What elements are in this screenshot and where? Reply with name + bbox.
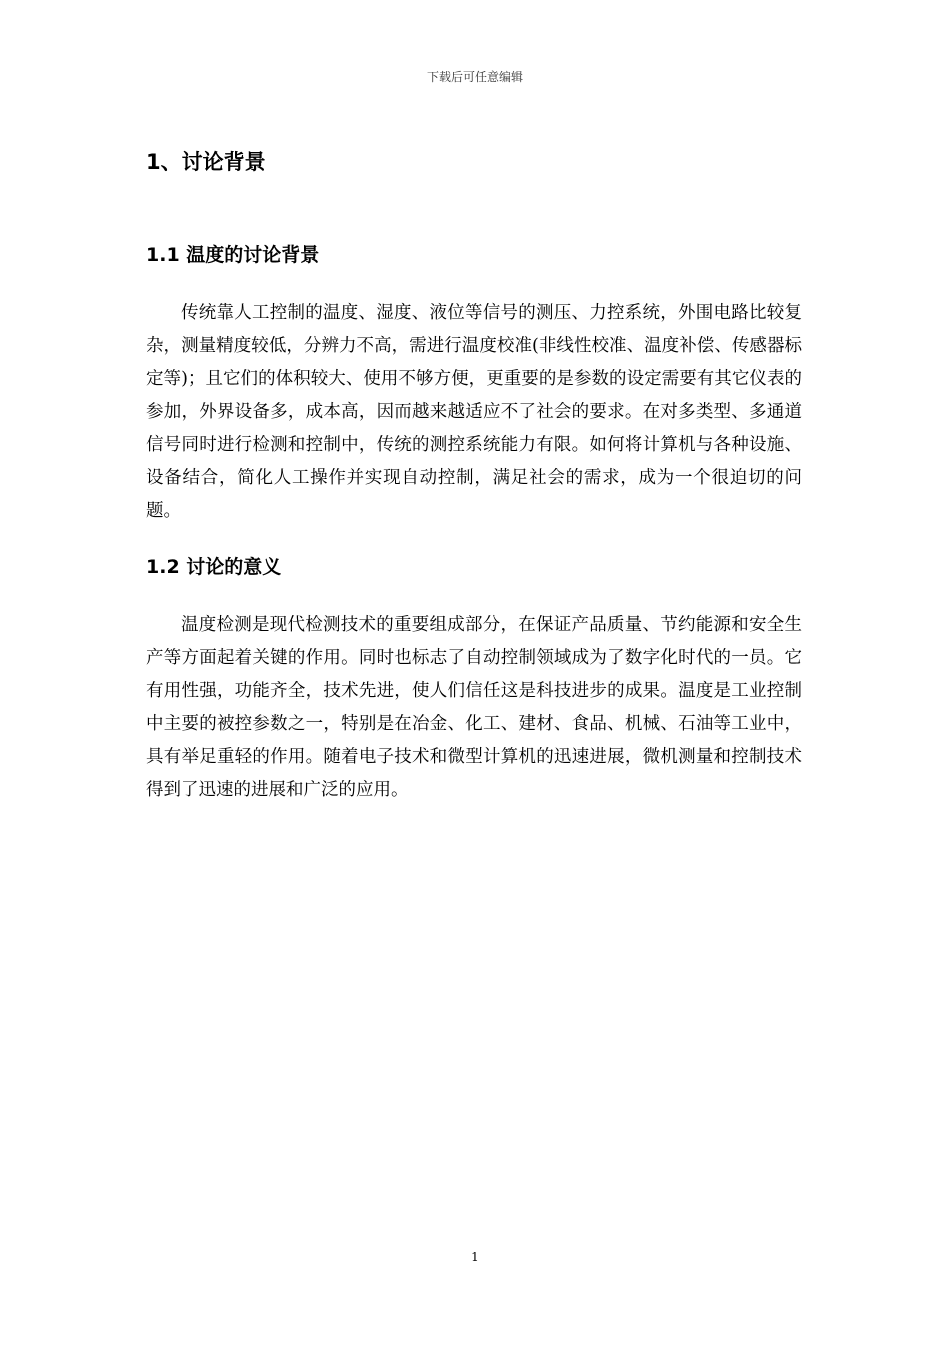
section-1-1-paragraph: 传统靠人工控制的温度、湿度、液位等信号的测压、力控系统，外围电路比较复杂，测量精度较低，分辨力不高，需进行温度校准(非线性校准、温度补偿、传感器标定等)；且它们的体积较大、使用不够方便，更重要的是参数的设定需要有其它仪表的参加，外界设备多，成本高，因而越来越适应不了社会的要求。在对多类型、多通道信号同时进行检测和控制中，传统的测控系统能力有限。如何将计算机与各种设施、设备结合，简化人工操作并实现自动控制，满足社会的需求，成为一个很迫切的问题。 — [146, 303, 802, 521]
page-number: 1 — [471, 1250, 479, 1264]
section-1-title: 1、讨论背景 — [146, 150, 266, 174]
section-1-2-title: 1.2 讨论的意义 — [146, 556, 282, 578]
header-note: 下载后可任意编辑 — [426, 70, 523, 84]
document-body — [146, 140, 802, 807]
section-1-2-paragraph: 温度检测是现代检测技术的重要组成部分，在保证产品质量、节约能源和安全生产等方面起着关键的作用。同时也标志了自动控制领域成为了数字化时代的一员。它有用性强，功能齐全，技术先进，使人们信任这是科技进步的成果。温度是工业控制中主要的被控参数之一，特别是在冶金、化工、建材、食品、机械、石油等工业中，具有举足重轻的作用。随着电子技术和微型计算机的迅速进展，微机测量和控制技术得到了迅速的进展和广泛的应用。 — [146, 615, 802, 800]
section-1-1-title: 1.1 温度的讨论背景 — [146, 244, 320, 266]
